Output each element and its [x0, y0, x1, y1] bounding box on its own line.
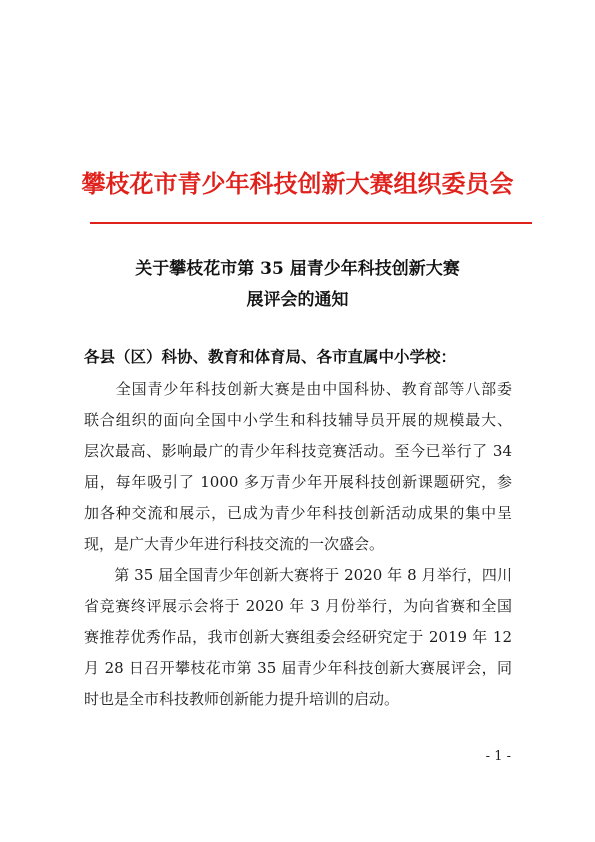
salutation: 各县（区）科协、教育和体育局、各市直属中小学校： [84, 347, 457, 366]
paragraph-line: 全国青少年科技创新大赛是由中国科协、教育部等八部委 [84, 380, 512, 398]
paragraph-line: 届，每年吸引了 1000 多万青少年开展科技创新课题研究，参 [84, 473, 512, 491]
paragraph-line: 月 28 日召开攀枝花市第 35 届青少年科技创新大赛展评会，同 [84, 659, 512, 677]
paragraph-line: 第 35 届全国青少年创新大赛将于 2020 年 8 月举行，四川 [84, 566, 512, 584]
paragraph-line: 现，是广大青少年进行科技交流的一次盛会。 [84, 535, 385, 553]
paragraph-line: 时也是全市科技教师创新能力提升培训的启动。 [84, 690, 400, 708]
page-number: - 1 - [485, 749, 511, 764]
paragraph-line: 联合组织的面向全国中小学生和科技辅导员开展的规模最大、 [84, 411, 512, 429]
paragraph-line: 层次最高、影响最广的青少年科技竞赛活动。至今已举行了 34 [84, 442, 512, 460]
header-divider [90, 222, 532, 224]
paragraph-line: 省竞赛终评展示会将于 2020 年 3 月份举行，为向省赛和全国 [84, 597, 512, 615]
notice-title-line-2: 展评会的通知 [246, 290, 349, 310]
organization-header: 攀枝花市青少年科技创新大赛组织委员会 [81, 169, 514, 198]
paragraph-line: 赛推荐优秀作品，我市创新大赛组委会经研究定于 2019 年 12 [84, 628, 512, 646]
paragraph-line: 加各种交流和展示，已成为青少年科技创新活动成果的集中呈 [84, 504, 512, 522]
notice-title-line-1: 关于攀枝花市第 35 届青少年科技创新大赛 [135, 259, 460, 279]
